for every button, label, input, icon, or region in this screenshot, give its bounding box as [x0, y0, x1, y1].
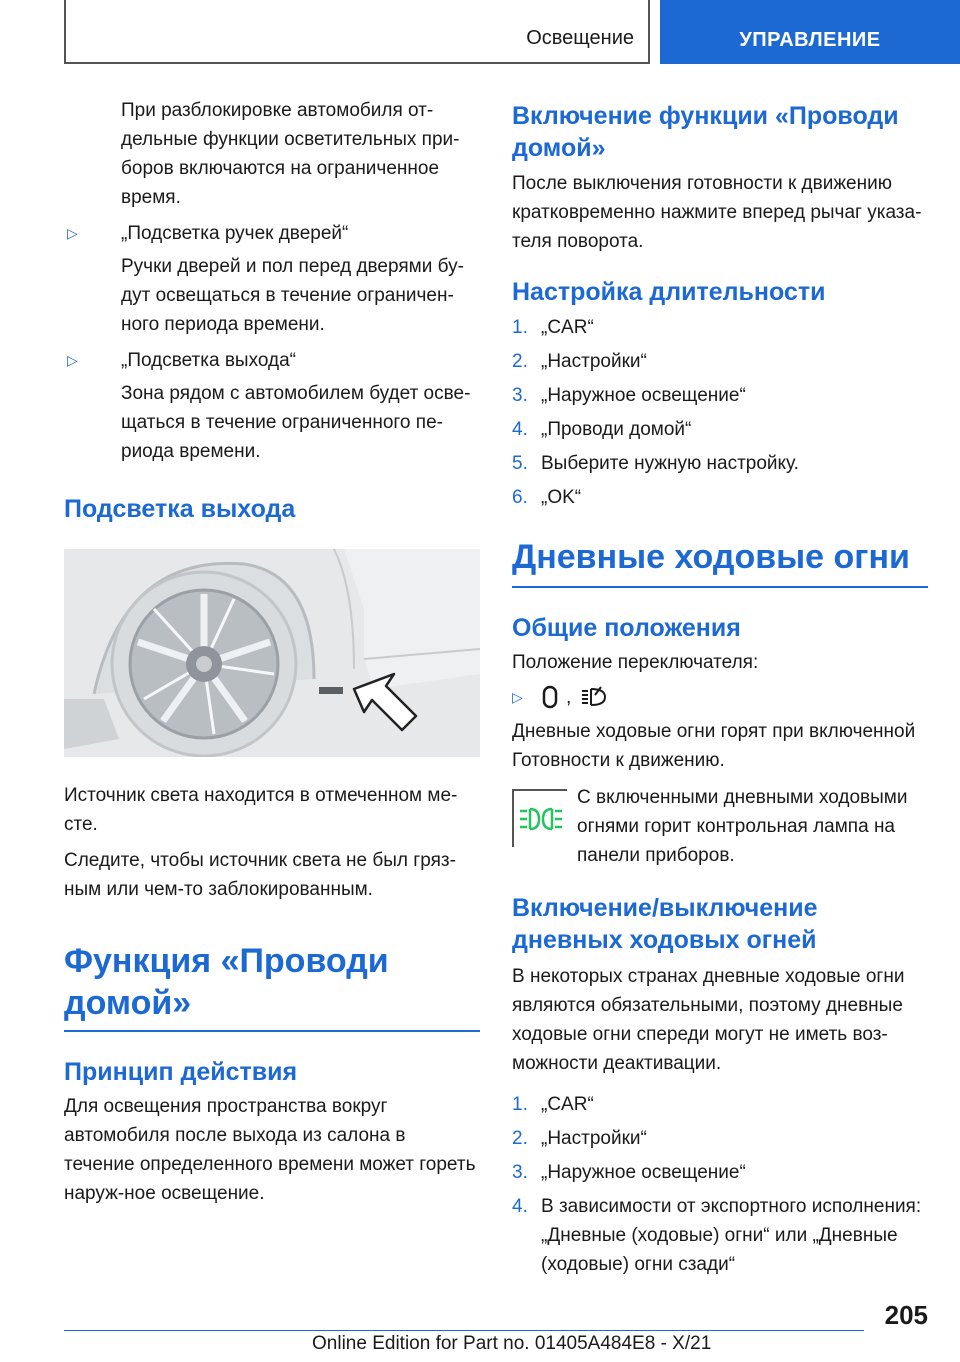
left-column — [64, 96, 480, 1215]
list-item — [512, 1090, 928, 1119]
drl-text: Дневные ходовые огни горят при включенной Готовности к движению. — [512, 721, 916, 771]
step-text: „Настройки“ — [541, 1128, 647, 1149]
step-number: 5. — [512, 453, 528, 474]
footer-rule — [64, 1330, 864, 1331]
light-switch-off-icon — [542, 685, 558, 709]
switch-position-label: Положение переключателя: — [512, 652, 759, 673]
duration-heading: Настройка длительности — [512, 278, 826, 306]
exit-light-heading: Подсветка выхода — [64, 495, 296, 523]
principle-text: Для освещения пространства вокруг автомобиля после выхода из салона в течение определенного времени может гореть наруж-ное освещение. — [64, 1096, 476, 1204]
list-item — [512, 1158, 928, 1187]
step-number: 4. — [512, 1196, 528, 1217]
step-number: 4. — [512, 419, 528, 440]
bullet-triangle-icon: ▷ — [512, 688, 523, 705]
list-item — [512, 313, 928, 342]
header-section-box — [64, 0, 650, 64]
right-column — [512, 100, 928, 1284]
bullet-triangle-icon: ▷ — [67, 225, 78, 241]
step-text: Выберите нужную настройку. — [541, 453, 799, 474]
heading-rule — [512, 586, 928, 588]
bullet-title: „Подсветка выхода“ — [121, 350, 296, 371]
follow-me-heading: Функция «Проводи домой» — [64, 942, 389, 1022]
heading-rule — [64, 1030, 480, 1032]
bullet-triangle-icon: ▷ — [67, 352, 78, 368]
step-number: 1. — [512, 317, 528, 338]
bullet-title: „Подсветка ручек дверей“ — [121, 223, 349, 244]
step-text: „Проводи домой“ — [541, 419, 692, 440]
photo-caption-clean: Следите, чтобы источник света не был гряз-ным или чем-то заблокированным. — [64, 850, 456, 900]
general-heading: Общие положения — [512, 614, 741, 642]
step-number: 1. — [512, 1094, 528, 1115]
bullet-text: Ручки дверей и пол перед дверями бу-дут освещаться в течение ограничен-ного периода времени. — [121, 256, 464, 335]
step-text: „OK“ — [541, 487, 582, 508]
step-number: 3. — [512, 385, 528, 406]
step-number: 2. — [512, 351, 528, 372]
step-number: 2. — [512, 1128, 528, 1149]
intro-paragraph: При разблокировке автомобиля от-дельные функции осветительных при-боров включаются на ограниченное время. — [121, 100, 460, 208]
header-chapter-title: УПРАВЛЕНИЕ — [739, 29, 881, 51]
car-wheel-photo — [64, 549, 480, 757]
step-text: „CAR“ — [541, 1094, 594, 1115]
icons-separator: , — [566, 686, 572, 708]
photo-caption-location: Источник света находится в отмеченном ме-сте. — [64, 785, 458, 835]
onoff-text: В некоторых странах дневные ходовые огни являются обязательными, поэтому дневные ходовые огни спереди могут не иметь воз-можности деактивации. — [512, 966, 905, 1074]
list-item — [512, 1192, 928, 1279]
list-item — [64, 346, 480, 375]
onoff-steps-list — [512, 1090, 928, 1279]
header-section-title: Освещение — [526, 27, 634, 49]
list-item — [512, 347, 928, 376]
list-item — [512, 1124, 928, 1153]
bullet-text: Зона рядом с автомобилем будет осве-щаться в течение ограниченного пе-риода времени. — [121, 383, 471, 462]
step-number: 3. — [512, 1162, 528, 1183]
indicator-lamp-text: С включенными дневными ходовыми огнями горит контрольная лампа на панели приборов. — [577, 787, 908, 866]
step-text: В зависимости от экспортного исполнения: „Дневные (ходовые) огни“ или „Дневные (ходовые) огни сзади“ — [541, 1196, 922, 1275]
onoff-heading: Включение/выключение дневных ходовых огней — [512, 894, 818, 954]
indicator-lamp-frame — [512, 789, 567, 847]
page-number: 205 — [884, 1300, 928, 1330]
step-text: „Настройки“ — [541, 351, 647, 372]
activation-heading: Включение функции «Проводи домой» — [512, 102, 899, 162]
parking-light-icon — [581, 685, 609, 709]
step-number: 6. — [512, 487, 528, 508]
daytime-running-light-icon — [519, 805, 563, 833]
footer-edition: Online Edition for Part no. 01405A484E8 - X/21 — [312, 1333, 712, 1354]
list-item — [512, 449, 928, 478]
list-item — [64, 219, 480, 248]
step-text: „Наружное освещение“ — [541, 385, 746, 406]
list-item — [512, 381, 928, 410]
switch-icons-line — [512, 679, 928, 715]
list-item — [512, 415, 928, 444]
activation-text: После выключения готовности к движению кратковременно нажмите вперед рычаг указа-теля поворота. — [512, 173, 922, 252]
duration-steps-list — [512, 313, 928, 512]
drl-heading: Дневные ходовые огни — [512, 538, 910, 576]
principle-heading: Принцип действия — [64, 1058, 298, 1086]
header-chapter-box — [660, 0, 960, 64]
step-text: „CAR“ — [541, 317, 594, 338]
indicator-lamp-note — [512, 783, 928, 870]
step-text: „Наружное освещение“ — [541, 1162, 746, 1183]
list-item — [512, 483, 928, 512]
